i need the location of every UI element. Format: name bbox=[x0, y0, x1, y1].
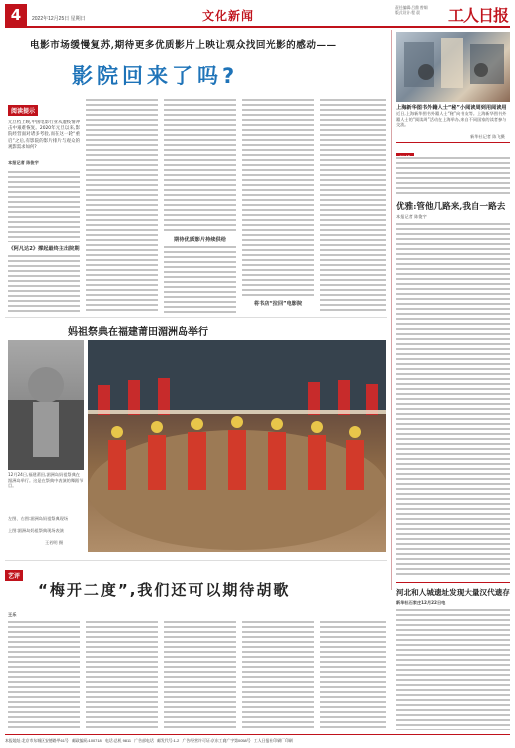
lead-subhead-3: 将书店“拉回”电影院 bbox=[253, 301, 303, 307]
art-text-col2 bbox=[86, 620, 158, 730]
lead-text-col2 bbox=[86, 98, 158, 314]
footer-ad-phone: 广告部电话 bbox=[134, 738, 154, 743]
bookstore-photo-caption: 近日,上海新华图书外籍人士“秘”向书友等。上海新华图书外籍人士的“阅读周”活动在上海举办,来自不同国家的读者参与交流。 bbox=[396, 111, 507, 128]
lead-subhead-2: 期待优质影片持续供给 bbox=[174, 237, 226, 243]
lead-subhead-1: 《阿凡达2》撑起最终主出院期 bbox=[8, 246, 80, 252]
lead-kicker: 电影市场缓慢复苏,期待更多优质影片上映让观众找回光影的感动—— bbox=[30, 40, 337, 51]
lead-bottom-divider bbox=[5, 317, 387, 318]
editor-credits: 责任编辑:吕鼎 曾炯 版式设计:程 晨 bbox=[395, 6, 428, 15]
festival-credit-2-text: 湄洲岛妈祖祭典现场表演 bbox=[17, 528, 64, 533]
bookstore-photo-credit: 新华社记者 陈飞摄 bbox=[470, 134, 505, 139]
lead-text-col4 bbox=[242, 98, 314, 298]
bookstore-photo-title: 上海新华图书外籍人士“秘”小阅读周到用阅读用 bbox=[396, 105, 507, 111]
view-headline: 优雅:管他几路来,我自一路去 bbox=[396, 202, 506, 212]
art-text-col5 bbox=[320, 620, 386, 730]
page-footer bbox=[5, 734, 510, 744]
reading-tip-text: 元旦档上映,中国电影行业从遭疫情冲击中艰难恢复。2020年元旦以来,影院经营面对诸多考验,而在这一轮“重启”之后,有影院的影片排片与观众的观影需求如何? bbox=[8, 120, 80, 150]
festival-photographer: 王若明 摄 bbox=[45, 540, 64, 545]
festival-photo-caption: 12月24日,福建莆田,湄洲岛妈祖祭典在湄洲岛举行。这是在祭典中表演的舞蹈节目。 bbox=[8, 472, 84, 489]
festival-credit-1-text: 湄洲岛妈祖祭典现场 bbox=[30, 516, 69, 521]
art-byline: 王乐 bbox=[8, 612, 17, 617]
festival-credit-1 bbox=[8, 516, 84, 522]
festival-photo-left bbox=[8, 340, 84, 470]
header-divider bbox=[5, 26, 510, 28]
art-text-col4 bbox=[242, 620, 314, 730]
column-divider bbox=[391, 30, 392, 590]
lead-text-col3a bbox=[164, 98, 236, 233]
archaeology-byline: 新华社石家庄12月22日电 bbox=[396, 600, 446, 605]
archaeology-text bbox=[396, 608, 510, 730]
festival-credit-2 bbox=[8, 528, 84, 534]
bookstore-photo-image bbox=[396, 32, 510, 102]
art-headline: “梅开二度”,我们还可以期待胡歌 bbox=[38, 581, 291, 599]
lead-text-col3b bbox=[164, 245, 236, 314]
view-byline: 本报记者 陈俊宇 bbox=[396, 214, 427, 219]
footer-phone: 电话:总机 9811 bbox=[104, 738, 132, 743]
art-tag bbox=[5, 563, 23, 582]
art-tag-label: 艺评 bbox=[5, 570, 23, 581]
footer-postcode: 邮政编码:100718 bbox=[72, 738, 102, 743]
bookstore-photo bbox=[396, 32, 510, 102]
festival-photo-main bbox=[88, 340, 386, 552]
right-top-text bbox=[396, 156, 510, 196]
right-divider-2 bbox=[396, 582, 510, 583]
footer-postal-code: 邮发代号:1-2 bbox=[156, 738, 180, 743]
lead-byline: 本报记者 陈俊宇 bbox=[8, 160, 39, 165]
footer-printer: 工人日报社印刷厂印刷 bbox=[253, 738, 293, 743]
festival-credit-2-label: 上图: bbox=[8, 528, 18, 533]
right-divider-1 bbox=[396, 142, 510, 143]
art-text-col3 bbox=[164, 620, 236, 730]
section-title: 文化新闻 bbox=[202, 9, 255, 23]
reading-tip-tag: 阅读提示 bbox=[8, 105, 38, 116]
festival-photo-main-image bbox=[88, 340, 386, 552]
footer-license: 广告经营许可证:京东工商广字第0058号 bbox=[182, 738, 251, 743]
festival-headline: 妈祖祭典在福建莆田湄洲岛举行 bbox=[68, 327, 208, 338]
festival-credit-1-label: 左图、右图: bbox=[8, 516, 31, 521]
lead-text-col1b bbox=[8, 254, 80, 314]
festival-bottom-divider bbox=[5, 560, 387, 561]
page-number: 4 bbox=[5, 4, 27, 26]
lead-headline: 影院回来了吗? bbox=[72, 64, 239, 88]
view-text bbox=[396, 222, 510, 576]
archaeology-headline: 河北和人城遗址发现大量汉代遗存 bbox=[396, 588, 510, 597]
art-text-col1 bbox=[8, 620, 80, 730]
lead-text-col1a bbox=[8, 170, 80, 242]
lead-text-col5 bbox=[320, 98, 386, 314]
festival-photo-left-image bbox=[8, 340, 84, 470]
issue-date: 2022年12月25日 星期日 bbox=[32, 16, 86, 22]
newspaper-logo: 工人日报 bbox=[448, 6, 509, 25]
footer-address: 本报地址:北京市东城区安德路甲61号 bbox=[5, 738, 69, 743]
